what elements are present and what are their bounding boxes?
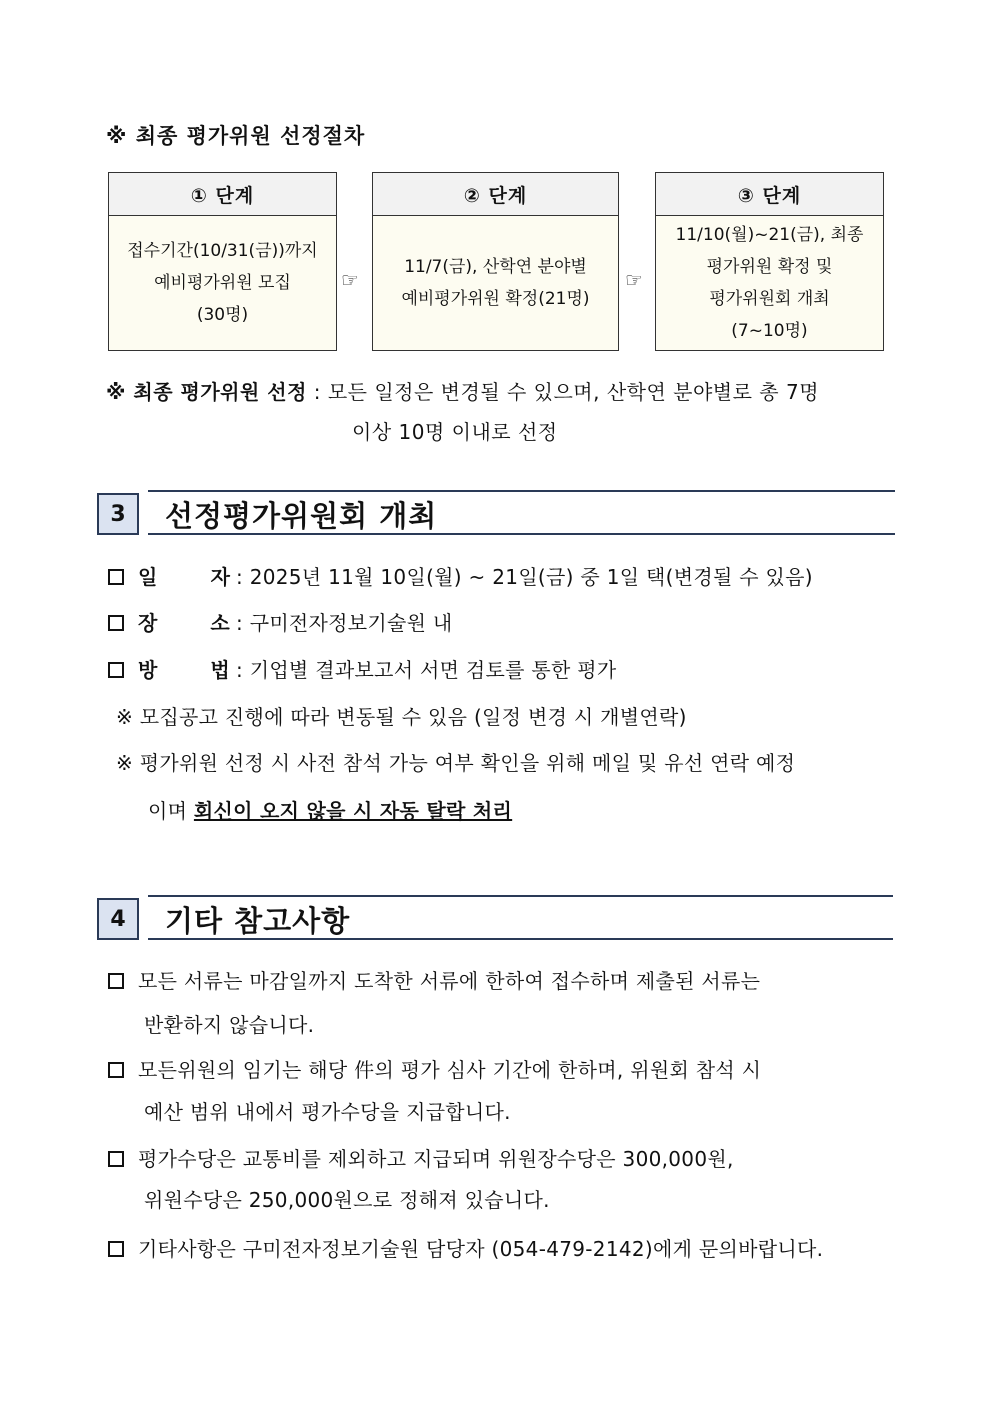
method-label: 방 법 <box>138 658 230 682</box>
step-1-line: (30명) <box>196 305 249 325</box>
attendance-note-cont <box>148 795 512 824</box>
process-title: ※ 최종 평가위원 선정절차 <box>106 124 366 148</box>
auto-disqualify-emphasis: 회신이 오지 않을 시 자동 탈락 처리 <box>193 799 513 823</box>
section-4-top-rule <box>148 895 893 897</box>
checkbox-icon <box>108 615 124 631</box>
list-item <box>108 1054 761 1083</box>
step-3-body <box>656 216 883 350</box>
attendance-note-prefix: 이며 <box>148 799 194 823</box>
checkbox-icon <box>108 973 124 989</box>
list-item-text: 모든위원의 임기는 해당 件의 평가 심사 기간에 한하며, 위원회 참석 시 <box>138 1058 762 1082</box>
step-3-line: 11/10(월)~21(금), 최종 <box>675 225 864 245</box>
selection-note-label: ※ 최종 평가위원 선정 <box>106 380 307 404</box>
list-item-cont: 위원수당은 250,000원으로 정해져 있습니다. <box>144 1188 550 1212</box>
step-3-box <box>655 172 884 351</box>
step-1-heading: ① 단계 <box>109 173 336 216</box>
pointing-hand-icon: ☞ <box>341 268 359 292</box>
step-1-line: 예비평가위원 모집 <box>154 273 291 293</box>
selection-note-cont: 이상 10명 이내로 선정 <box>352 420 558 444</box>
method-item <box>108 654 617 683</box>
section-4-title: 기타 참고사항 <box>165 904 351 938</box>
list-item-cont: 반환하지 않습니다. <box>144 1013 315 1037</box>
checkbox-icon <box>108 1241 124 1257</box>
selection-note <box>106 376 894 405</box>
list-item-text: 평가수당은 교통비를 제외하고 지급되며 위원장수당은 300,000원, <box>138 1147 734 1171</box>
step-3-line: 평가위원회 개최 <box>709 289 830 309</box>
section-4-number: 4 <box>97 898 139 940</box>
list-item <box>108 1233 823 1262</box>
step-1-body <box>109 216 336 350</box>
attendance-note: ※ 평가위원 선정 시 사전 참석 가능 여부 확인을 위해 메일 및 유선 연락 예정 <box>116 751 796 775</box>
pointing-hand-icon: ☞ <box>625 268 643 292</box>
step-3-line: 평가위원 확정 및 <box>706 257 833 277</box>
schedule-item <box>108 561 813 590</box>
section-3-top-rule <box>148 490 895 492</box>
location-text: : 구미전자정보기술원 내 <box>236 611 453 635</box>
schedule-text: : 2025년 11월 10일(월) ~ 21일(금) 중 1일 택(변경될 수 있음) <box>236 565 813 589</box>
schedule-label: 일 자 <box>138 565 230 589</box>
list-item-cont: 예산 범위 내에서 평가수당을 지급합니다. <box>144 1100 511 1124</box>
step-2-box <box>372 172 619 351</box>
section-3-title: 선정평가위원회 개최 <box>165 499 438 533</box>
step-3-line: (7~10명) <box>731 321 808 341</box>
location-item <box>108 607 453 636</box>
step-1-box <box>108 172 337 351</box>
checkbox-icon <box>108 662 124 678</box>
checkbox-icon <box>108 1151 124 1167</box>
step-2-body <box>373 216 618 350</box>
step-3-heading: ③ 단계 <box>656 173 883 216</box>
step-2-line: 예비평가위원 확정(21명) <box>401 289 590 309</box>
checkbox-icon <box>108 1062 124 1078</box>
step-2-heading: ② 단계 <box>373 173 618 216</box>
location-label: 장 소 <box>138 611 230 635</box>
list-item-text: 기타사항은 구미전자정보기술원 담당자 (054-479-2142)에게 문의바랍니다. <box>138 1237 824 1261</box>
list-item-text: 모든 서류는 마감일까지 도착한 서류에 한하여 접수하며 제출된 서류는 <box>138 969 761 993</box>
checkbox-icon <box>108 569 124 585</box>
list-item <box>108 1143 734 1172</box>
list-item <box>108 965 760 994</box>
method-text: : 기업별 결과보고서 서면 검토를 통한 평가 <box>236 658 617 682</box>
schedule-change-note: ※ 모집공고 진행에 따라 변동될 수 있음 (일정 변경 시 개별연락) <box>116 705 687 729</box>
step-1-line: 접수기간(10/31(금))까지 <box>127 241 318 261</box>
step-2-line: 11/7(금), 산학연 분야별 <box>404 257 587 277</box>
section-3-number: 3 <box>97 493 139 535</box>
selection-note-text: : 모든 일정은 변경될 수 있으며, 산학연 분야별로 총 7명 <box>313 380 820 404</box>
